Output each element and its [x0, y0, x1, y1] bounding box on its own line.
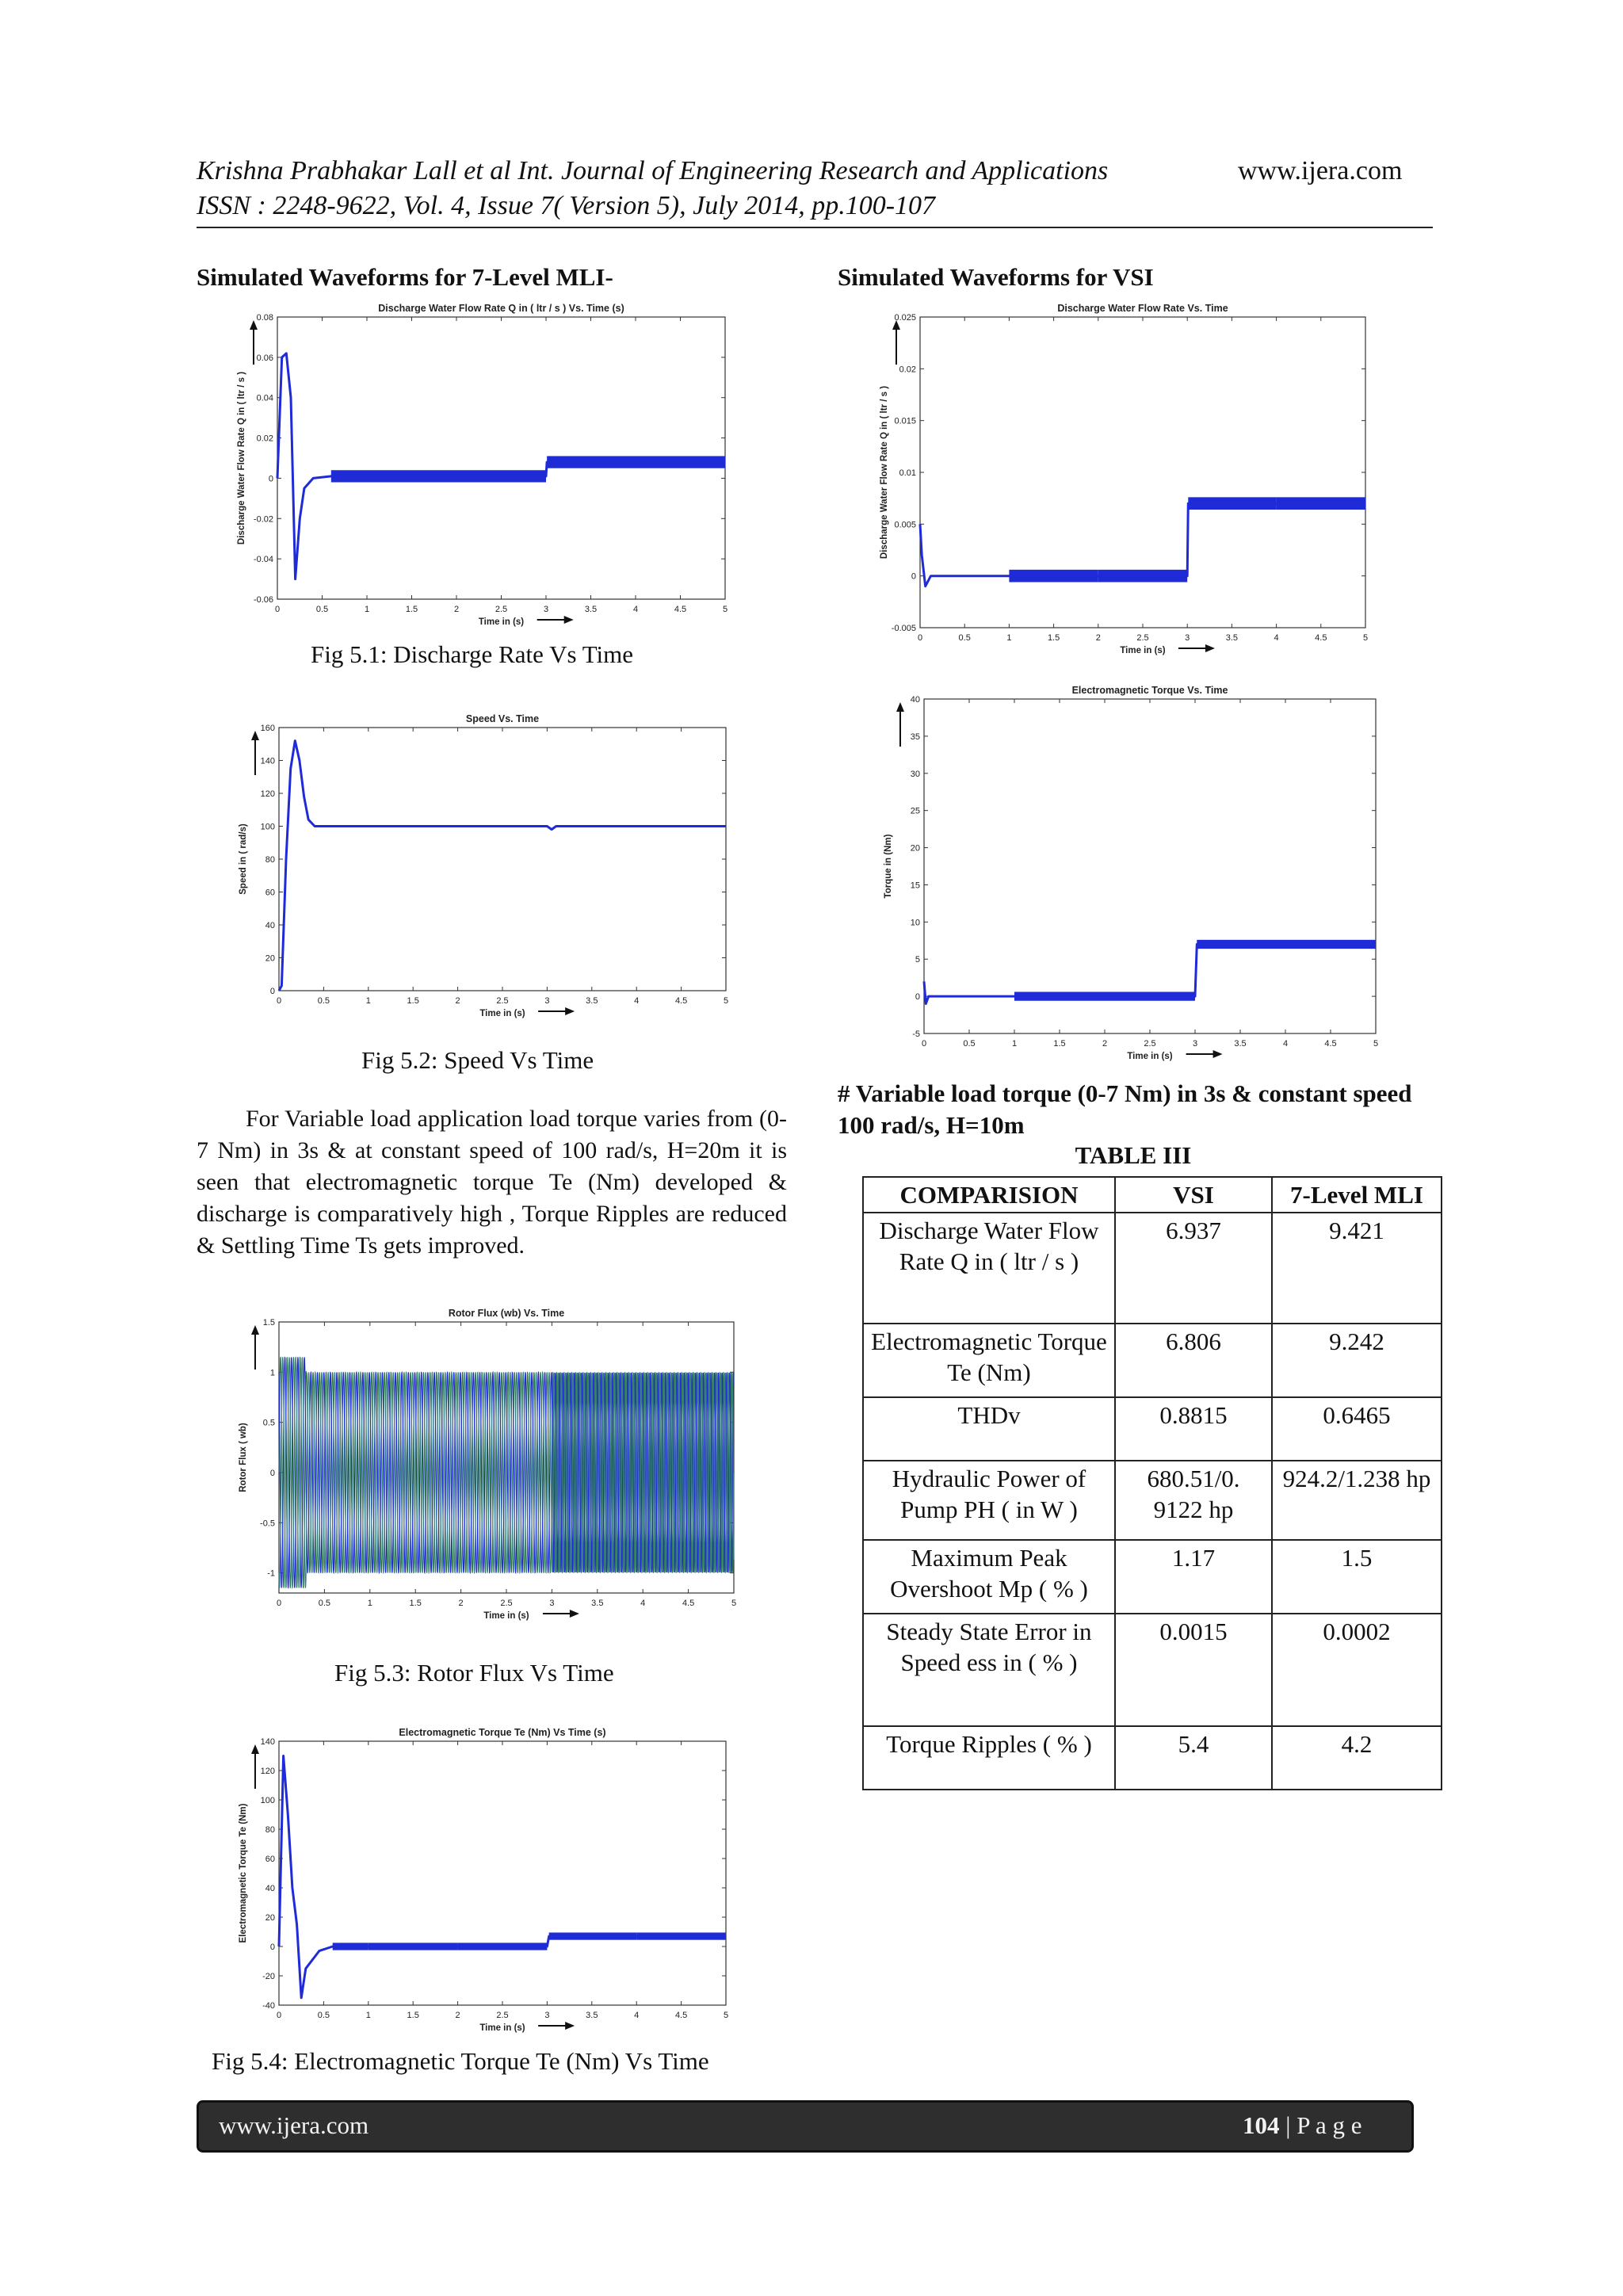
x-tick-label: 1.5	[407, 2011, 419, 2020]
x-tick-label: 3.5	[584, 605, 598, 614]
x-tick-label: 0.5	[963, 1039, 976, 1049]
figure-mli-speed	[238, 705, 737, 1030]
x-tick-label: 0	[917, 633, 923, 643]
x-tick-label: 1	[365, 996, 371, 1006]
table-cell: 6.937	[1115, 1213, 1272, 1324]
y-tick-label: 60	[265, 888, 275, 898]
y-tick-label: 1	[269, 1368, 275, 1378]
x-tick-label: 2	[1102, 1039, 1108, 1049]
y-axis-label: Rotor Flux ( wb)	[239, 1423, 248, 1492]
x-tick-label: 5	[1373, 1039, 1379, 1049]
table-cell: 5.4	[1115, 1726, 1272, 1790]
y-tick-label: -0.02	[253, 514, 273, 525]
table-row	[863, 1397, 1442, 1461]
figure-mli-rotor-flux	[238, 1300, 745, 1648]
y-tick-label: 0.02	[899, 365, 916, 375]
table-header-row	[863, 1177, 1442, 1213]
y-axis-label: Discharge Water Flow Rate Q in ( ltr / s )	[237, 371, 246, 545]
x-tick-label: 5	[1362, 633, 1369, 643]
chart-title: Discharge Water Flow Rate Vs. Time	[1057, 303, 1228, 314]
chart-title: Electromagnetic Torque Te (Nm) Vs Time (s)	[399, 1727, 606, 1738]
footer-page-number	[1243, 2111, 1362, 2140]
header-rule	[197, 227, 1433, 228]
y-tick-label: 1.5	[262, 1318, 275, 1328]
y-tick-label: 60	[265, 1855, 275, 1864]
table-cell: 680.51/0. 9122 hp	[1115, 1461, 1272, 1540]
x-tick-label: 3	[544, 2011, 550, 2020]
y-tick-label: 20	[910, 843, 920, 854]
x-tick-label: 0	[921, 1039, 927, 1049]
variable-load-heading: # Variable load torque (0-7 Nm) in 3s & constant speed 100 rad/s, H=10m	[838, 1079, 1412, 1139]
x-axis-label: Time in (s)	[478, 617, 525, 627]
journal-website[interactable]: www.ijera.com	[1238, 156, 1403, 185]
right-column-heading: Simulated Waveforms for VSI	[838, 263, 1154, 291]
x-arrow-head	[564, 616, 574, 624]
y-tick-label: 20	[265, 1913, 275, 1923]
table-cell: 924.2/1.238 hp	[1272, 1461, 1442, 1540]
x-tick-label: 2.5	[496, 2011, 509, 2020]
x-axis-label: Time in (s)	[483, 1611, 529, 1621]
table-row	[863, 1726, 1442, 1790]
x-tick-label: 1	[1006, 633, 1012, 643]
chart-title: Rotor Flux (wb) Vs. Time	[448, 1308, 565, 1319]
x-tick-label: 2.5	[496, 996, 509, 1006]
y-tick-label: 0.02	[256, 434, 273, 444]
table-row	[863, 1461, 1442, 1540]
table-header-cell: VSI	[1115, 1177, 1272, 1213]
y-axis-label: Discharge Water Flow Rate Q in ( ltr / s )	[880, 385, 889, 560]
table-header-cell: COMPARISION	[863, 1177, 1115, 1213]
y-tick-label: -5	[912, 1030, 920, 1039]
table-cell: Torque Ripples ( % )	[863, 1726, 1115, 1790]
y-tick-label: 80	[265, 1825, 275, 1835]
y-tick-label: -1	[267, 1568, 275, 1579]
table-row	[863, 1614, 1442, 1726]
x-tick-label: 1.5	[1047, 633, 1060, 643]
comparison-table	[862, 1176, 1442, 1790]
x-axis-label: Time in (s)	[1127, 1052, 1173, 1061]
table-cell: 0.0015	[1115, 1614, 1272, 1726]
y-tick-label: 160	[260, 724, 275, 733]
x-tick-label: 0	[274, 605, 281, 614]
figure-vsi-torque	[880, 680, 1387, 1062]
figure-caption-5-4: Fig 5.4: Electromagnetic Torque Te (Nm) Vs Time	[212, 2047, 709, 2075]
x-tick-label: 3.5	[1234, 1039, 1247, 1049]
y-tick-label: 20	[265, 953, 275, 964]
y-tick-label: 0.04	[256, 393, 273, 403]
x-tick-label: 4.5	[1324, 1039, 1337, 1049]
series-rotor-flux	[279, 1357, 734, 1587]
page-label: | P a g e	[1285, 2111, 1362, 2139]
y-tick-label: -0.06	[253, 595, 273, 605]
y-tick-label: -0.005	[891, 624, 916, 633]
x-tick-label: 0	[276, 1599, 282, 1608]
x-tick-label: 2.5	[495, 605, 508, 614]
y-tick-label: 0	[911, 571, 916, 582]
footer-website[interactable]: www.ijera.com	[219, 2111, 369, 2139]
x-tick-label: 2.5	[1136, 633, 1149, 643]
x-tick-label: 2.5	[500, 1599, 513, 1608]
y-tick-label: 0	[915, 992, 920, 1003]
x-tick-label: 4	[1282, 1039, 1289, 1049]
footer-bar	[197, 2100, 1414, 2153]
x-tick-label: 2	[453, 605, 460, 614]
y-arrow-head	[251, 1744, 259, 1754]
y-axis-label: Electromagnetic Torque Te (Nm)	[239, 1803, 248, 1943]
y-tick-label: 100	[260, 822, 275, 832]
results-paragraph-text: For Variable load application load torque varies from (0-7 Nm) in 3s & at constant speed of 100 rad/s, H=20m it is seen that electromagnetic torque Te (Nm) developed & discharge is comparatively high , Torque Ripples are reduced & Settling Time Ts gets improved.	[197, 1106, 787, 1259]
table-cell: Maximum Peak Overshoot Mp ( % )	[863, 1540, 1115, 1614]
figure-vsi-discharge	[868, 300, 1375, 655]
table-cell: Steady State Error in Speed ess in ( % )	[863, 1614, 1115, 1726]
y-tick-label: 30	[910, 769, 920, 779]
x-tick-label: 0.5	[318, 1599, 331, 1608]
table-cell: Discharge Water Flow Rate Q in ( ltr / s )	[863, 1213, 1115, 1324]
table-row	[863, 1213, 1442, 1324]
plot-area	[924, 699, 1376, 1033]
x-tick-label: 0.5	[317, 2011, 330, 2020]
x-tick-label: 3	[549, 1599, 555, 1608]
y-tick-label: 140	[260, 756, 275, 766]
x-tick-label: 3.5	[586, 996, 598, 1006]
x-tick-label: 4.5	[1315, 633, 1327, 643]
x-tick-label: 3.5	[591, 1599, 604, 1608]
x-tick-label: 4	[640, 1599, 646, 1608]
results-paragraph	[197, 1103, 787, 1262]
y-tick-label: -0.04	[253, 555, 273, 565]
x-tick-label: 1.5	[1053, 1039, 1066, 1049]
x-tick-label: 4	[634, 2011, 640, 2020]
x-axis-label: Time in (s)	[479, 1009, 525, 1018]
x-tick-label: 1	[367, 1599, 372, 1608]
x-tick-label: 1.5	[407, 996, 419, 1006]
table-title: TABLE III	[1075, 1141, 1192, 1169]
table-cell: Hydraulic Power of Pump PH ( in W )	[863, 1461, 1115, 1540]
x-arrow-head	[1213, 1050, 1223, 1058]
figure-caption-5-1: Fig 5.1: Discharge Rate Vs Time	[311, 640, 634, 668]
figure-mli-discharge	[230, 300, 737, 625]
x-tick-label: 1.5	[405, 605, 418, 614]
figure-mli-torque	[238, 1724, 737, 2041]
table-cell: 9.242	[1272, 1324, 1442, 1397]
x-tick-label: 4.5	[674, 996, 688, 1006]
chart-title: Electromagnetic Torque Vs. Time	[1071, 685, 1228, 696]
x-axis-label: Time in (s)	[479, 2023, 525, 2033]
y-tick-label: 120	[260, 1767, 275, 1776]
x-tick-label: 0.5	[317, 996, 330, 1006]
table-cell: 0.0002	[1272, 1614, 1442, 1726]
table-cell: THDv	[863, 1397, 1115, 1461]
y-tick-label: 40	[265, 921, 275, 930]
table-cell: 6.806	[1115, 1324, 1272, 1397]
x-tick-label: 2	[458, 1599, 464, 1608]
table-cell: Electromagnetic Torque Te (Nm)	[863, 1324, 1115, 1397]
y-arrow-head	[251, 1325, 259, 1335]
y-tick-label: 0	[268, 474, 273, 484]
x-tick-label: 3	[543, 605, 549, 614]
y-tick-label: 100	[260, 1796, 275, 1805]
left-column-heading: Simulated Waveforms for 7-Level MLI-	[197, 263, 613, 291]
y-tick-label: 0.5	[262, 1418, 275, 1428]
y-tick-label: 0.01	[899, 468, 916, 478]
y-tick-label: 0	[269, 1469, 275, 1478]
y-axis-label: Torque in (Nm)	[884, 834, 893, 899]
table-header-cell: 7-Level MLI	[1272, 1177, 1442, 1213]
x-tick-label: 5	[722, 605, 728, 614]
page-number: 104	[1243, 2111, 1280, 2139]
x-tick-label: 5	[723, 2011, 729, 2020]
y-tick-label: 0.015	[894, 416, 916, 426]
y-tick-label: 0	[269, 987, 275, 996]
x-tick-label: 4	[632, 605, 639, 614]
x-tick-label: 4	[634, 996, 640, 1006]
y-tick-label: 0.005	[894, 520, 916, 530]
x-tick-label: 3	[1192, 1039, 1198, 1049]
y-tick-label: 15	[910, 881, 920, 891]
x-tick-label: 1	[364, 605, 370, 614]
x-tick-label: 4.5	[674, 2011, 688, 2020]
y-arrow-head	[251, 731, 259, 740]
chart-title: Speed Vs. Time	[465, 713, 540, 724]
y-tick-label: 80	[265, 855, 275, 865]
y-tick-label: 0	[269, 1943, 275, 1952]
x-tick-label: 2	[1095, 633, 1101, 643]
x-tick-label: 5	[723, 996, 729, 1006]
y-tick-label: 120	[260, 789, 275, 799]
x-tick-label: 2.5	[1144, 1039, 1156, 1049]
x-tick-label: 4.5	[682, 1599, 695, 1608]
figure-caption-5-2: Fig 5.2: Speed Vs Time	[361, 1046, 594, 1074]
y-axis-label: Speed in ( rad/s)	[239, 823, 248, 895]
y-tick-label: 10	[910, 918, 920, 928]
plot-area	[279, 728, 726, 991]
journal-citation: Krishna Prabhakar Lall et al Int. Journal of Engineering Research and Applications	[197, 156, 1109, 185]
table-cell: 9.421	[1272, 1213, 1442, 1324]
table-row	[863, 1540, 1442, 1614]
x-tick-label: 3.5	[586, 2011, 598, 2020]
table-cell: 1.17	[1115, 1540, 1272, 1614]
issn-line: ISSN : 2248-9622, Vol. 4, Issue 7( Version 5), July 2014, pp.100-107	[197, 191, 936, 220]
table-cell: 0.6465	[1272, 1397, 1442, 1461]
figure-caption-5-3: Fig 5.3: Rotor Flux Vs Time	[334, 1659, 614, 1687]
x-tick-label: 3.5	[1225, 633, 1239, 643]
y-tick-label: 35	[910, 732, 920, 742]
x-arrow-head	[570, 1610, 579, 1618]
y-tick-label: 0.025	[894, 313, 916, 323]
table-cell: 1.5	[1272, 1540, 1442, 1614]
y-tick-label: 25	[910, 806, 920, 816]
x-tick-label: 3	[544, 996, 550, 1006]
x-tick-label: 1	[1011, 1039, 1018, 1049]
y-tick-label: 140	[260, 1737, 275, 1747]
chart-title: Discharge Water Flow Rate Q in ( ltr / s ) Vs. Time (s)	[378, 303, 624, 314]
table-cell: 0.8815	[1115, 1397, 1272, 1461]
x-axis-label: Time in (s)	[1120, 646, 1166, 655]
x-tick-label: 2	[455, 2011, 460, 2020]
y-tick-label: 0.06	[256, 353, 273, 363]
y-arrow-head	[896, 702, 904, 712]
x-tick-label: 0	[276, 996, 282, 1006]
x-tick-label: 0.5	[958, 633, 971, 643]
x-tick-label: 4	[1274, 633, 1279, 643]
x-tick-label: 0.5	[315, 605, 329, 614]
x-arrow-head	[1205, 644, 1215, 652]
x-tick-label: 1.5	[409, 1599, 422, 1608]
y-tick-label: 40	[910, 695, 920, 705]
y-tick-label: -40	[262, 2001, 275, 2011]
y-tick-label: 0.08	[256, 313, 273, 323]
plot-area	[279, 1741, 726, 2005]
table-row	[863, 1324, 1442, 1397]
y-tick-label: 40	[265, 1884, 275, 1893]
x-tick-label: 5	[731, 1599, 737, 1608]
x-tick-label: 0	[276, 2011, 282, 2020]
table-cell: 4.2	[1272, 1726, 1442, 1790]
x-tick-label: 1	[365, 2011, 371, 2020]
y-tick-label: -0.5	[260, 1519, 275, 1529]
x-tick-label: 3	[1185, 633, 1190, 643]
y-tick-label: -20	[262, 1972, 275, 1981]
x-tick-label: 2	[455, 996, 460, 1006]
x-arrow-head	[565, 1007, 575, 1015]
x-arrow-head	[565, 2022, 575, 2030]
x-tick-label: 4.5	[674, 605, 687, 614]
y-tick-label: 5	[915, 955, 920, 965]
